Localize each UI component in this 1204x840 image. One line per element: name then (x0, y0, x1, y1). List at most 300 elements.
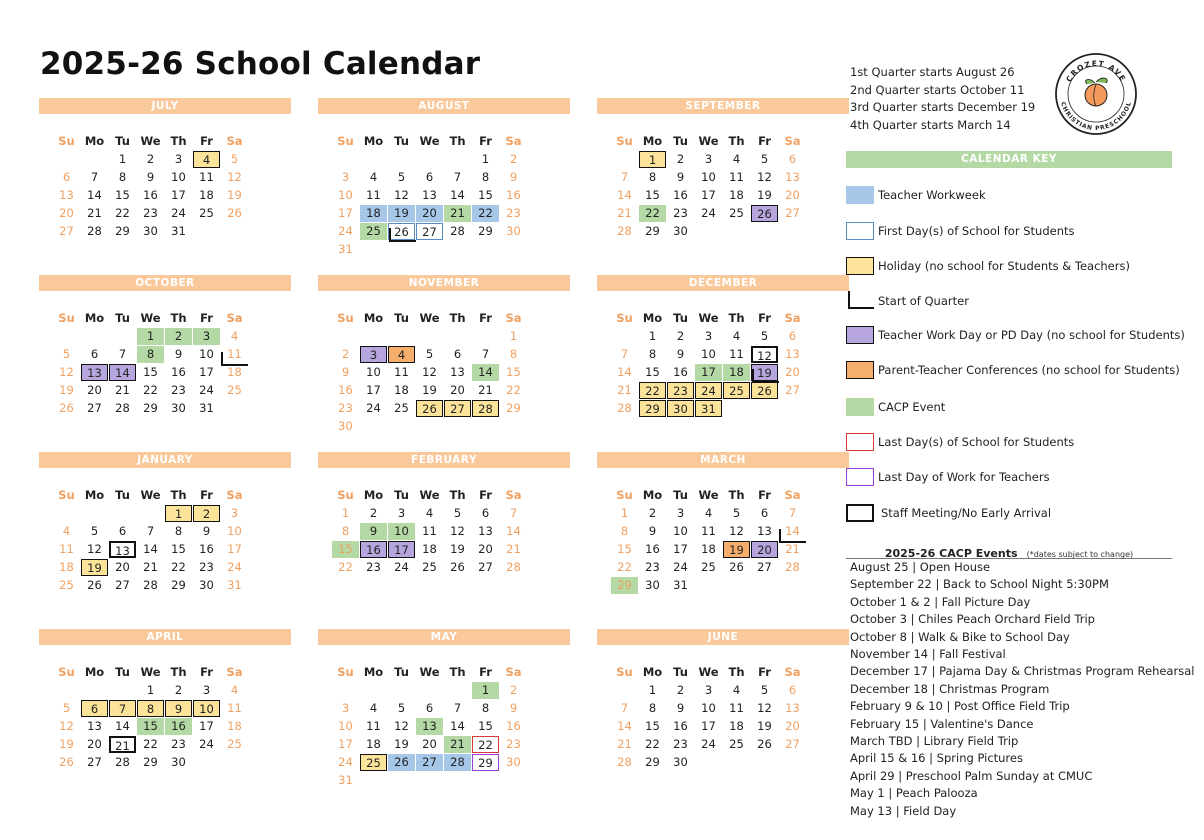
calendar-day: 21 (478, 383, 493, 397)
calendar-day: 3 (341, 170, 350, 184)
weekday-label: Tu (394, 311, 409, 325)
month-header: JANUARY (39, 452, 291, 468)
calendar-day: 15 (645, 719, 660, 733)
calendar-day: 22 (639, 382, 666, 399)
calendar-day: 1 (146, 683, 155, 697)
calendar-day: 12 (59, 719, 74, 733)
calendar-day: 12 (394, 719, 409, 733)
calendar-day: 7 (620, 347, 629, 361)
calendar-day: 1 (165, 505, 192, 522)
weekday-label: Sa (784, 488, 801, 502)
calendar-day: 6 (788, 152, 797, 166)
calendar-day: 28 (617, 224, 632, 238)
weekday-label: Fr (758, 488, 771, 502)
calendar-day: 25 (199, 206, 214, 220)
calendar-day: 30 (645, 578, 660, 592)
calendar-day: 7 (620, 170, 629, 184)
month-header: NOVEMBER (318, 275, 570, 291)
weekday-label: Mo (363, 488, 384, 502)
calendar-day: 20 (450, 383, 465, 397)
weekday-label: Fr (200, 488, 213, 502)
weekday-label: Su (337, 134, 354, 148)
calendar-day: 8 (648, 347, 657, 361)
quarter-note: 2nd Quarter starts October 11 (850, 82, 1025, 97)
calendar-day: 30 (506, 224, 521, 238)
calendar-day: 27 (416, 223, 443, 240)
calendar-day: 2 (165, 328, 192, 345)
month-january (39, 452, 291, 613)
calendar-day: 13 (59, 188, 74, 202)
calendar-day: 9 (509, 170, 518, 184)
weekday-label: Sa (226, 311, 243, 325)
weekday-label: Tu (673, 134, 688, 148)
calendar-day: 31 (338, 773, 353, 787)
calendar-day: 25 (360, 754, 387, 771)
calendar-day: 27 (785, 383, 800, 397)
event-item: August 25 | Open House (850, 560, 991, 574)
calendar-day: 27 (444, 400, 471, 417)
calendar-day: 19 (81, 559, 108, 576)
month-march (597, 452, 849, 613)
key-label: Last Day of Work for Teachers (878, 470, 1050, 484)
calendar-day: 15 (478, 188, 493, 202)
calendar-day: 12 (87, 542, 102, 556)
key-swatch (846, 398, 874, 416)
calendar-day: 12 (394, 188, 409, 202)
calendar-day: 6 (788, 329, 797, 343)
weekday-label: Mo (363, 665, 384, 679)
month-grid (597, 664, 849, 790)
calendar-day: 3 (193, 328, 220, 345)
calendar-day: 23 (506, 206, 521, 220)
calendar-day: 18 (394, 383, 409, 397)
calendar-day: 14 (506, 524, 521, 538)
weekday-label: Th (728, 311, 745, 325)
calendar-day: 9 (174, 347, 183, 361)
weekday-label: Th (449, 665, 466, 679)
month-september (597, 98, 849, 259)
calendar-day: 1 (648, 683, 657, 697)
month-grid (318, 487, 570, 613)
calendar-day: 13 (81, 364, 108, 381)
month-grid (318, 664, 570, 790)
calendar-day: 14 (472, 364, 499, 381)
calendar-day: 18 (366, 737, 381, 751)
calendar-day: 23 (366, 560, 381, 574)
calendar-day: 2 (509, 683, 518, 697)
calendar-day: 16 (506, 188, 521, 202)
calendar-day: 20 (115, 560, 130, 574)
calendar-day: 4 (62, 524, 71, 538)
calendar-day: 10 (193, 700, 220, 717)
month-grid (39, 310, 291, 436)
calendar-day: 5 (230, 152, 239, 166)
key-swatch (846, 257, 874, 275)
calendar-day: 27 (87, 755, 102, 769)
calendar-day: 15 (332, 541, 359, 558)
weekday-label: We (419, 665, 440, 679)
weekday-label: We (419, 488, 440, 502)
month-april (39, 629, 291, 790)
calendar-day: 22 (143, 737, 158, 751)
calendar-day: 22 (645, 737, 660, 751)
calendar-day: 22 (171, 560, 186, 574)
calendar-day: 6 (481, 506, 490, 520)
calendar-day: 26 (59, 401, 74, 415)
calendar-day: 2 (174, 683, 183, 697)
weekday-label: We (140, 665, 161, 679)
calendar-day: 30 (667, 400, 694, 417)
calendar-day: 18 (723, 364, 750, 381)
calendar-day: 23 (171, 737, 186, 751)
calendar-day: 5 (760, 329, 769, 343)
calendar-day: 6 (425, 170, 434, 184)
calendar-day: 14 (450, 719, 465, 733)
page-title: 2025-26 School Calendar (40, 46, 481, 82)
weekday-label: Mo (642, 134, 663, 148)
weekday-label: Th (449, 134, 466, 148)
calendar-day: 15 (645, 365, 660, 379)
calendar-day: 26 (757, 737, 772, 751)
calendar-day: 13 (785, 347, 800, 361)
calendar-day: 6 (760, 506, 769, 520)
weekday-label: Su (58, 488, 75, 502)
calendar-day: 19 (59, 737, 74, 751)
calendar-day: 16 (673, 719, 688, 733)
weekday-label: Su (616, 665, 633, 679)
calendar-day: 7 (620, 701, 629, 715)
calendar-day: 21 (785, 542, 800, 556)
event-item: May 1 | Peach Palooza (850, 786, 978, 801)
weekday-label: Tu (115, 488, 130, 502)
calendar-day: 4 (369, 170, 378, 184)
calendar-day: 21 (109, 736, 136, 753)
calendar-day: 17 (199, 719, 214, 733)
weekday-label: Tu (394, 134, 409, 148)
calendar-day: 21 (444, 205, 471, 222)
month-header: JULY (39, 98, 291, 114)
weekday-label: Fr (758, 311, 771, 325)
calendar-day: 1 (639, 151, 666, 168)
weekday-label: Mo (363, 311, 384, 325)
calendar-day: 23 (673, 206, 688, 220)
calendar-day: 9 (360, 523, 387, 540)
calendar-day: 11 (729, 170, 744, 184)
month-header: AUGUST (318, 98, 570, 114)
event-item: October 8 | Walk & Bike to School Day (850, 629, 1070, 644)
key-swatch (848, 291, 874, 309)
calendar-day: 26 (227, 206, 242, 220)
calendar-day: 17 (338, 206, 353, 220)
calendar-day: 10 (388, 523, 415, 540)
weekday-label: Su (337, 488, 354, 502)
calendar-day: 3 (704, 683, 713, 697)
weekday-label: Su (337, 311, 354, 325)
month-grid (597, 310, 849, 436)
calendar-day: 6 (81, 700, 108, 717)
calendar-day: 22 (472, 736, 499, 753)
calendar-day: 11 (366, 188, 381, 202)
calendar-day: 29 (645, 755, 660, 769)
calendar-day: 25 (360, 223, 387, 240)
weekday-label: Sa (784, 665, 801, 679)
calendar-day: 19 (757, 719, 772, 733)
weekday-label: Su (58, 311, 75, 325)
calendar-day: 15 (137, 718, 164, 735)
calendar-day: 27 (478, 560, 493, 574)
weekday-label: Tu (673, 488, 688, 502)
weekday-label: Su (58, 134, 75, 148)
calendar-day: 2 (146, 152, 155, 166)
month-august (318, 98, 570, 259)
calendar-day: 31 (171, 224, 186, 238)
calendar-day: 26 (729, 560, 744, 574)
calendar-day: 19 (751, 364, 778, 381)
calendar-day: 24 (701, 737, 716, 751)
weekday-label: Mo (84, 134, 105, 148)
calendar-day: 16 (506, 719, 521, 733)
calendar-day: 6 (90, 347, 99, 361)
calendar-day: 19 (227, 188, 242, 202)
calendar-day: 23 (645, 560, 660, 574)
weekday-label: Th (170, 311, 187, 325)
calendar-day: 30 (673, 224, 688, 238)
calendar-day: 30 (143, 224, 158, 238)
weekday-label: Tu (115, 311, 130, 325)
calendar-day: 7 (109, 700, 136, 717)
weekday-label: Th (170, 134, 187, 148)
calendar-day: 9 (676, 347, 685, 361)
key-label: Parent-Teacher Conferences (no school for Students) (878, 363, 1180, 377)
calendar-day: 10 (338, 188, 353, 202)
calendar-day: 24 (673, 560, 688, 574)
calendar-day: 25 (422, 560, 437, 574)
calendar-day: 20 (785, 365, 800, 379)
calendar-day: 4 (388, 346, 415, 363)
weekday-label: Su (337, 665, 354, 679)
calendar-day: 1 (509, 329, 518, 343)
weekday-label: Sa (226, 488, 243, 502)
calendar-day: 17 (199, 365, 214, 379)
calendar-day: 23 (506, 737, 521, 751)
weekday-label: We (419, 311, 440, 325)
calendar-day: 8 (648, 701, 657, 715)
month-header: APRIL (39, 629, 291, 645)
calendar-day: 9 (509, 701, 518, 715)
calendar-day: 27 (757, 560, 772, 574)
calendar-day: 14 (617, 719, 632, 733)
calendar-day: 25 (59, 578, 74, 592)
weekday-label: We (140, 488, 161, 502)
calendar-day: 13 (757, 524, 772, 538)
calendar-day: 14 (617, 188, 632, 202)
weekday-label: Mo (642, 311, 663, 325)
calendar-day: 19 (394, 737, 409, 751)
events-list (850, 559, 1194, 820)
key-label: Holiday (no school for Students & Teachers) (878, 259, 1130, 273)
weekday-label: Mo (84, 311, 105, 325)
calendar-day: 20 (422, 737, 437, 751)
weekday-label: Mo (642, 665, 663, 679)
calendar-day: 31 (338, 242, 353, 256)
calendar-day: 20 (87, 383, 102, 397)
calendar-day: 11 (422, 524, 437, 538)
calendar-day: 25 (394, 401, 409, 415)
calendar-day: 5 (397, 170, 406, 184)
key-swatch (846, 468, 874, 486)
calendar-day: 13 (785, 701, 800, 715)
calendar-day: 9 (202, 524, 211, 538)
weekday-label: Th (449, 488, 466, 502)
calendar-day: 13 (109, 541, 136, 558)
month-grid (597, 133, 849, 259)
calendar-day: 18 (227, 365, 242, 379)
calendar-day: 10 (701, 347, 716, 361)
calendar-day: 24 (394, 560, 409, 574)
calendar-day: 21 (444, 736, 471, 753)
calendar-day: 10 (366, 365, 381, 379)
calendar-day: 2 (193, 505, 220, 522)
calendar-day: 29 (143, 755, 158, 769)
weekday-label: Sa (505, 311, 522, 325)
calendar-day: 16 (338, 383, 353, 397)
calendar-day: 2 (341, 347, 350, 361)
calendar-day: 4 (732, 329, 741, 343)
calendar-day: 13 (450, 365, 465, 379)
calendar-day: 7 (788, 506, 797, 520)
calendar-day: 8 (648, 170, 657, 184)
key-label: Teacher Work Day or PD Day (no school for Students) (878, 328, 1185, 342)
weekday-label: We (140, 134, 161, 148)
calendar-day: 18 (59, 560, 74, 574)
calendar-day: 25 (227, 737, 242, 751)
key-label: Last Day(s) of School for Students (878, 435, 1075, 449)
calendar-day: 8 (174, 524, 183, 538)
calendar-day: 26 (751, 205, 778, 222)
calendar-day: 8 (118, 170, 127, 184)
key-swatch (846, 433, 874, 451)
calendar-day: 15 (506, 365, 521, 379)
calendar-day: 24 (199, 383, 214, 397)
event-item: March TBD | Library Field Trip (850, 734, 1019, 749)
calendar-day: 23 (143, 206, 158, 220)
calendar-day: 7 (90, 170, 99, 184)
calendar-day: 10 (171, 170, 186, 184)
calendar-day: 23 (171, 383, 186, 397)
calendar-day: 17 (701, 719, 716, 733)
weekday-label: Su (58, 665, 75, 679)
calendar-day: 12 (450, 524, 465, 538)
month-grid (318, 310, 570, 436)
calendar-day: 6 (453, 347, 462, 361)
calendar-day: 17 (388, 541, 415, 558)
calendar-day: 30 (171, 755, 186, 769)
calendar-day: 4 (369, 701, 378, 715)
calendar-day: 1 (341, 506, 350, 520)
event-item: September 22 | Back to School Night 5:30PM (850, 577, 1109, 592)
month-july (39, 98, 291, 259)
month-header: OCTOBER (39, 275, 291, 291)
calendar-day: 5 (62, 701, 71, 715)
calendar-day: 4 (230, 683, 239, 697)
weekday-label: Tu (673, 665, 688, 679)
calendar-day: 5 (90, 524, 99, 538)
calendar-day: 15 (478, 719, 493, 733)
calendar-day: 4 (193, 151, 220, 168)
calendar-day: 20 (751, 541, 778, 558)
calendar-day: 8 (137, 346, 164, 363)
calendar-day: 26 (87, 578, 102, 592)
calendar-day: 16 (143, 188, 158, 202)
month-header: MAY (318, 629, 570, 645)
calendar-day: 4 (230, 329, 239, 343)
weekday-label: Su (616, 134, 633, 148)
calendar-day: 9 (341, 365, 350, 379)
calendar-day: 3 (360, 346, 387, 363)
calendar-day: 27 (59, 224, 74, 238)
calendar-day: 23 (199, 560, 214, 574)
weekday-label: Mo (363, 134, 384, 148)
calendar-day: 15 (115, 188, 130, 202)
event-item: February 9 & 10 | Post Office Field Trip (850, 699, 1070, 714)
calendar-day: 29 (115, 224, 130, 238)
start-of-quarter-marker (752, 369, 779, 383)
calendar-day: 28 (450, 224, 465, 238)
calendar-day: 13 (416, 718, 443, 735)
weekday-label: We (698, 311, 719, 325)
calendar-day: 30 (338, 419, 353, 433)
weekday-label: Fr (758, 665, 771, 679)
month-june (597, 629, 849, 790)
calendar-day: 25 (729, 206, 744, 220)
calendar-day: 15 (617, 542, 632, 556)
calendar-day: 8 (620, 524, 629, 538)
logo-top-text: CROZET AVE (1064, 58, 1128, 84)
calendar-day: 5 (732, 506, 741, 520)
calendar-day: 5 (397, 701, 406, 715)
calendar-day: 11 (199, 170, 214, 184)
calendar-day: 22 (143, 383, 158, 397)
calendar-day: 11 (366, 719, 381, 733)
calendar-day: 8 (509, 347, 518, 361)
calendar-day: 3 (174, 152, 183, 166)
calendar-day: 17 (171, 188, 186, 202)
weekday-label: Sa (784, 134, 801, 148)
weekday-label: We (140, 311, 161, 325)
key-label: Teacher Workweek (878, 188, 986, 202)
calendar-day: 28 (506, 560, 521, 574)
calendar-day: 5 (760, 152, 769, 166)
calendar-day: 28 (444, 754, 471, 771)
calendar-day: 20 (478, 542, 493, 556)
calendar-day: 1 (472, 682, 499, 699)
weekday-label: Sa (505, 488, 522, 502)
calendar-day: 14 (87, 188, 102, 202)
month-grid (39, 487, 291, 613)
weekday-label: Fr (479, 311, 492, 325)
calendar-day: 9 (676, 170, 685, 184)
weekday-label: Tu (115, 134, 130, 148)
calendar-day: 22 (617, 560, 632, 574)
key-label: CACP Event (878, 400, 946, 414)
calendar-day: 1 (481, 152, 490, 166)
event-item: April 29 | Preschool Palm Sunday at CMUC (850, 768, 1093, 783)
calendar-day: 11 (227, 701, 242, 715)
calendar-day: 18 (199, 188, 214, 202)
weekday-label: Su (616, 488, 633, 502)
calendar-day: 22 (338, 560, 353, 574)
weekday-label: Th (170, 665, 187, 679)
